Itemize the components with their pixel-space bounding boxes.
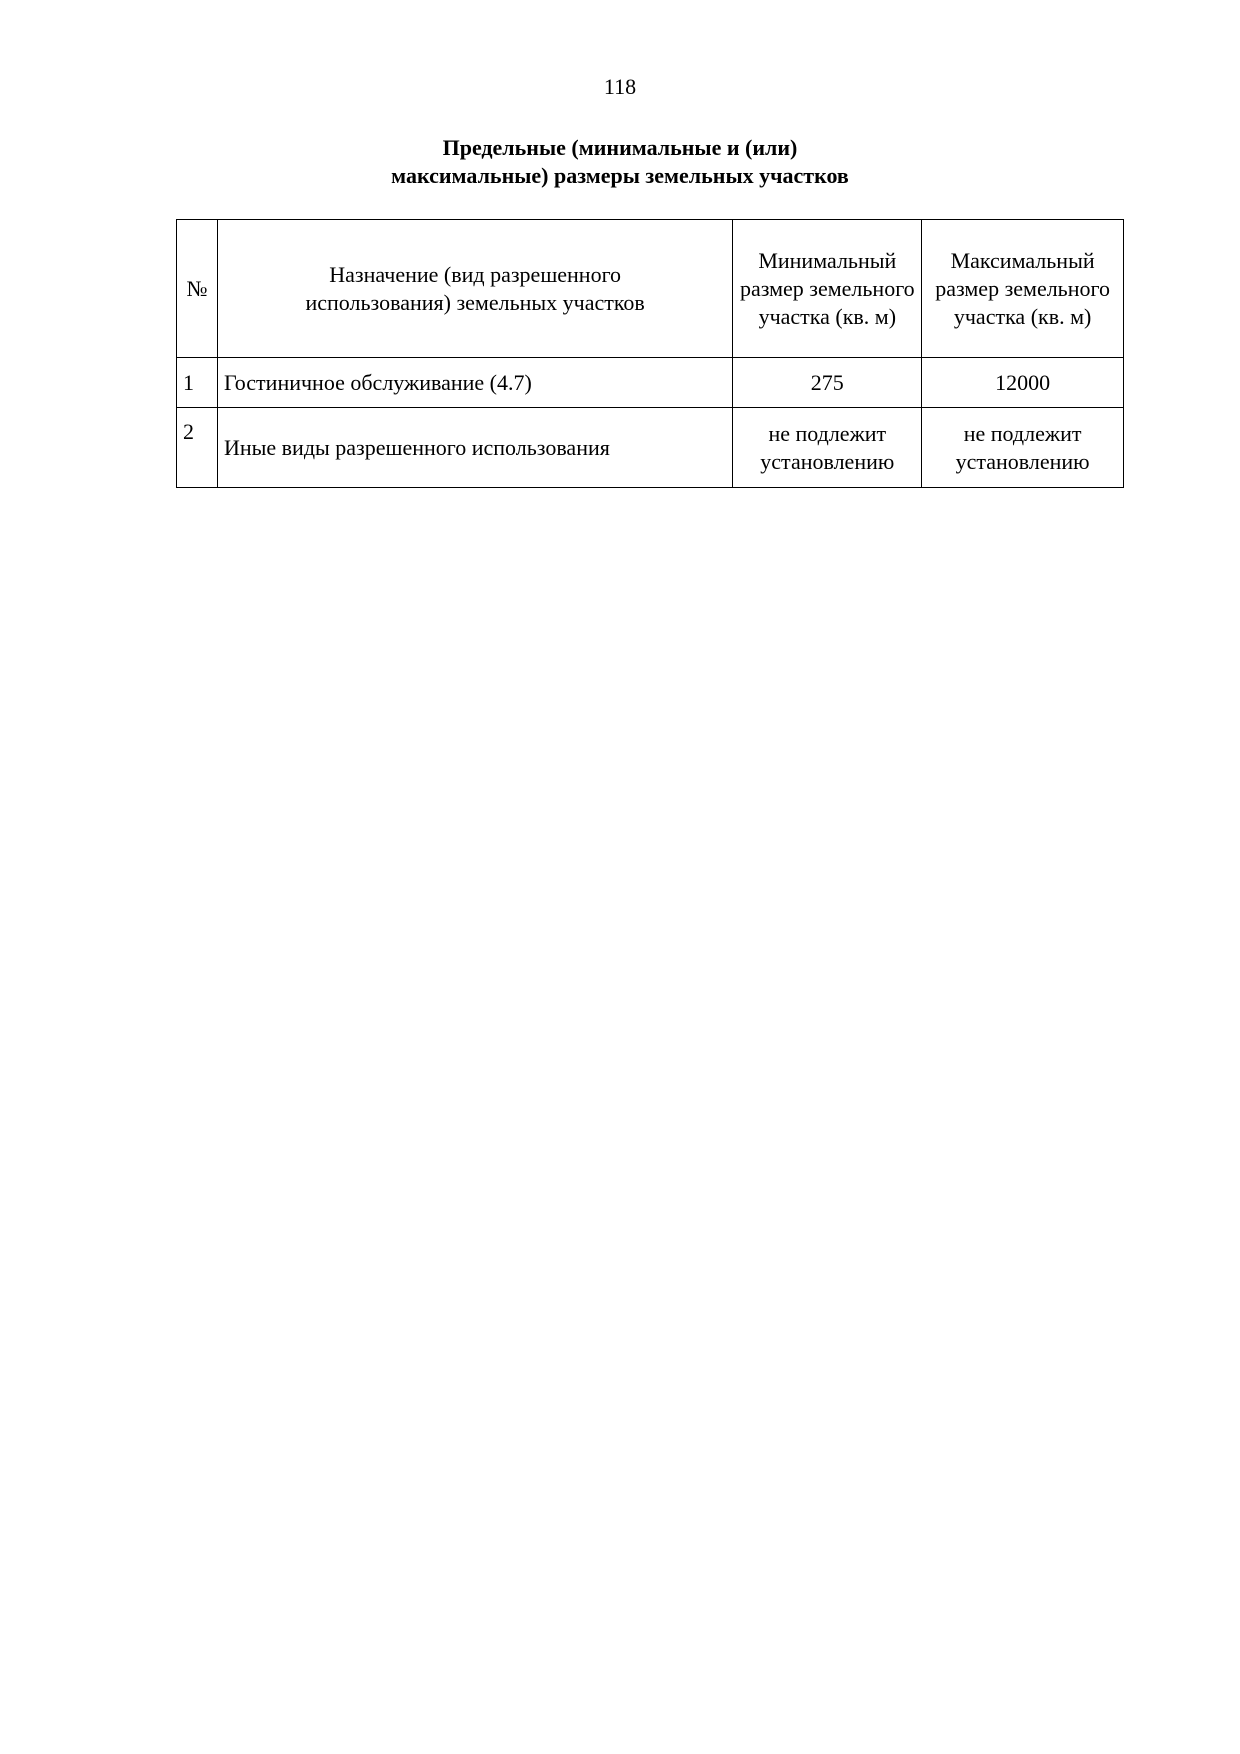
row-max-size: 12000	[922, 358, 1124, 408]
row-min-size: не подлежит установлению	[733, 408, 922, 488]
table-header-row	[177, 220, 1124, 358]
row-purpose: Гостиничное обслуживание (4.7)	[217, 358, 732, 408]
header-number: №	[177, 220, 218, 358]
document-title	[0, 134, 1240, 190]
title-line-2: максимальные) размеры земельных участков	[391, 163, 849, 188]
header-max-size: Максимальный размер земельного участка (кв. м)	[922, 220, 1124, 358]
row-number: 1	[177, 358, 218, 408]
header-purpose	[217, 220, 732, 358]
row-min-size: 275	[733, 358, 922, 408]
header-min-size: Минимальный размер земельного участка (кв. м)	[733, 220, 922, 358]
row-number: 2	[177, 408, 218, 488]
header-purpose-text: Назначение (вид разрешенного использования) земельных участков	[305, 261, 645, 315]
table-row	[177, 358, 1124, 408]
page-number: 118	[603, 74, 637, 99]
land-plot-size-table	[176, 219, 1124, 488]
row-purpose: Иные виды разрешенного использования	[217, 408, 732, 488]
title-line-1: Предельные (минимальные и (или)	[442, 135, 798, 160]
row-max-size: не подлежит установлению	[922, 408, 1124, 488]
table-row	[177, 408, 1124, 488]
